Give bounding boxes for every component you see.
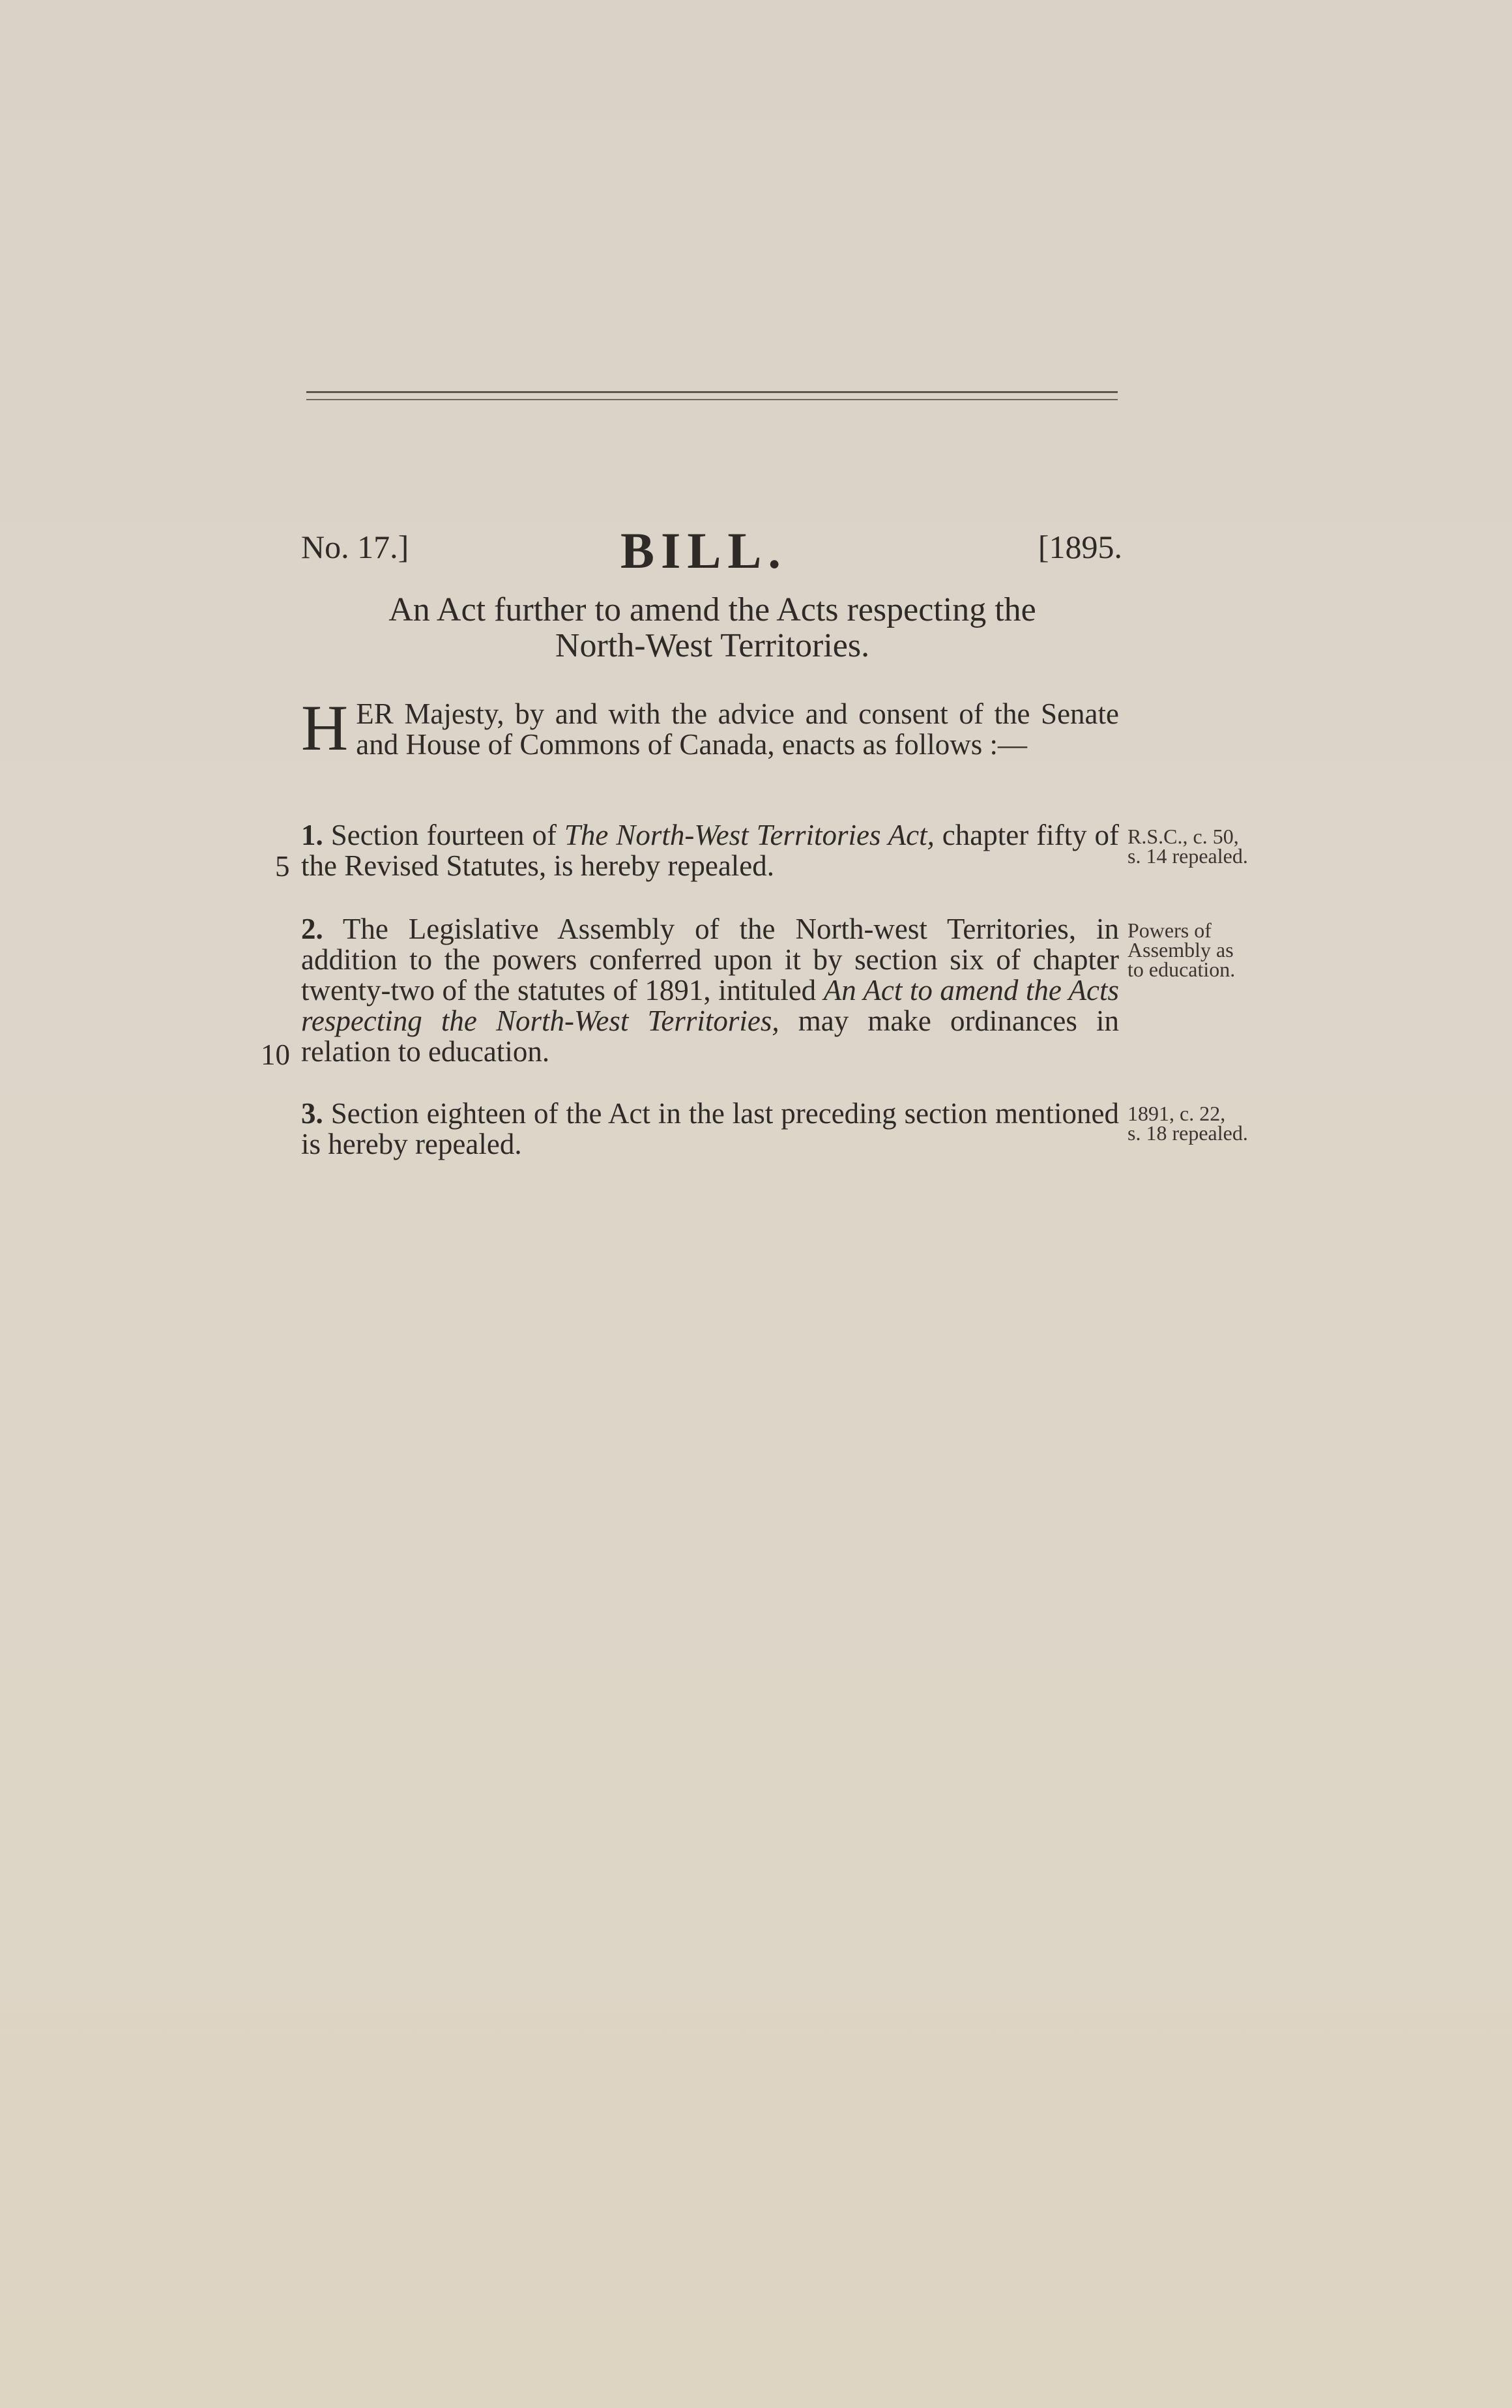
section-2-number: 2. [301, 913, 323, 945]
bill-title: BILL. [620, 522, 787, 579]
bill-year: [1895. [1038, 529, 1122, 565]
section-3-number: 3. [301, 1097, 323, 1130]
section-1-text-after: chapter fifty of the Revised Statutes, is hereby repealed. [301, 819, 1120, 882]
section-2-text-before: The Legislative Assembly of the North-west Territories, in addition to the powers conferred upon it by section six of chapter twenty-two of the statutes of 1891, intituled [301, 913, 1120, 1006]
section-1 [301, 820, 1119, 881]
section-2-text-after: may make ordinances in relation to education. [301, 1005, 1119, 1068]
line-number-5: 5 [275, 850, 290, 883]
margin-note-1 [1127, 827, 1248, 866]
subtitle-line-1: An Act further to amend the Acts respecting the [388, 591, 1036, 628]
section-2-text [301, 914, 1119, 1067]
bill-header [301, 521, 1122, 580]
subtitle-line-2: North-West Territories. [555, 627, 870, 664]
margin-note-3-line-2: s. 18 repealed. [1127, 1121, 1248, 1145]
preamble-text: ER Majesty, by and with the advice and consent of the Senate and House of Commons of Canada, enacts as follows :— [356, 697, 1119, 761]
top-rule [306, 391, 1118, 393]
section-3 [301, 1098, 1119, 1160]
section-1-italic: The North-West Territories Act, [564, 819, 935, 851]
margin-note-2-line-2: Assembly as [1127, 938, 1234, 962]
top-rule-secondary [306, 399, 1118, 400]
section-1-text [301, 820, 1119, 881]
margin-note-2-line-1: Powers of [1127, 918, 1212, 942]
section-3-text [301, 1098, 1119, 1160]
margin-note-2 [1127, 920, 1235, 979]
margin-note-3-line-1: 1891, c. 22, [1127, 1102, 1226, 1125]
section-3-text-before: Section eighteen of the Act in the last preceding section mentioned is hereby repealed. [301, 1097, 1119, 1160]
preamble [301, 692, 1119, 764]
bill-number: No. 17.] [301, 529, 409, 565]
margin-note-1-line-1: R.S.C., c. 50, [1127, 825, 1239, 848]
margin-note-3 [1127, 1104, 1248, 1143]
section-1-number: 1. [301, 819, 323, 851]
bill-subtitle [301, 592, 1124, 664]
section-2-italic: An Act to amend the Acts respecting the North-West Territories, [301, 974, 1120, 1037]
line-number-10: 10 [261, 1038, 290, 1071]
preamble-dropcap: H [301, 692, 349, 764]
margin-note-1-line-2: s. 14 repealed. [1127, 844, 1248, 868]
section-2 [301, 914, 1119, 1067]
section-1-text-before: Section fourteen of [330, 819, 564, 851]
margin-note-2-line-3: to education. [1127, 958, 1236, 981]
